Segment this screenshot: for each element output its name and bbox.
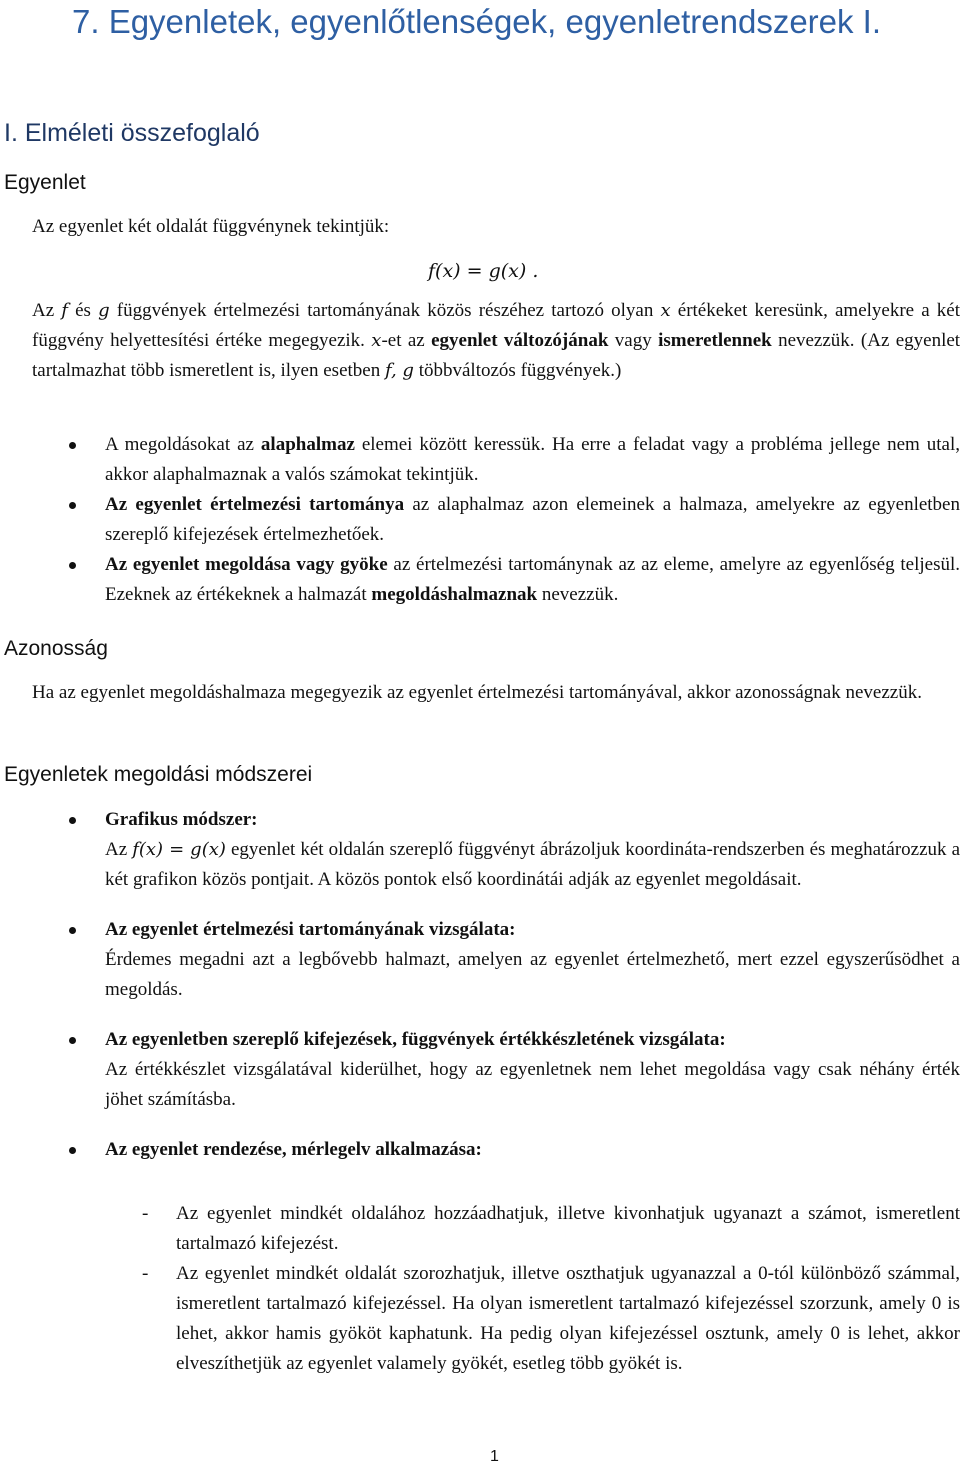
azonossag-text: Ha az egyenlet megoldáshalmaza megegyezik az egyenlet értelmezési tartományával, akkor azonosságnak nevezzük. (32, 682, 922, 703)
bullet-icon (69, 442, 76, 449)
dash-list (142, 1199, 960, 1379)
bullet-icon (69, 1147, 76, 1154)
heading-modszerek: Egyenletek megoldási módszerei (4, 763, 313, 786)
list-item: - Az egyenlet mindkét oldalához hozzáadhatjuk, illetve kivonhatjuk ugyanazt a számot, ismeretlent tartalmazó kifejezést. (176, 1199, 960, 1259)
bullet-icon (69, 562, 76, 569)
bullet-icon (69, 502, 76, 509)
list-item: A megoldásokat az alaphalmaz elemei között keressük. Ha erre a feladat vagy a probléma jellege nem utal, akkor alaphalmaznak a valós számokat tekintjük. (105, 430, 960, 490)
list-item: Az egyenlet rendezése, mérlegelv alkalmazása: (105, 1135, 960, 1165)
heading-azonossag: Azonosság (4, 637, 108, 660)
list-item: Az egyenlet értelmezési tartománya az alaphalmaz azon elemeinek a halmaza, amelyekre az egyenletben szereplő kifejezések értelmezhetőek. (105, 490, 960, 550)
definition-bullets (105, 430, 960, 610)
page-title: 7. Egyenletek, egyenlőtlenségek, egyenletrendszerek I. (72, 3, 882, 40)
section-heading: I. Elméleti összefoglaló (4, 119, 260, 147)
bullet-icon (69, 1037, 76, 1044)
list-item: Az egyenletben szereplő kifejezések, függvények értékkészletének vizsgálata: Az értékkészlet vizsgálatával kiderülhet, hogy az egyenletnek nem lehet megoldása vagy csak néhány érték jöhet számításba. (105, 1025, 960, 1115)
list-item: Az egyenlet megoldása vagy gyöke az értelmezési tartománynak az az eleme, amelyre az egyenlőség teljesül. Ezeknek az értékeknek a halmazát megoldáshalmaznak nevezzük. (105, 550, 960, 610)
page-number: 1 (490, 1448, 499, 1465)
list-item: - Az egyenlet mindkét oldalát szorozhatjuk, illetve oszthatjuk ugyanazzal a 0-tól különböző számmal, ismeretlent tartalmazó kifejezéssel. Ha olyan ismeretlent tartalmazó kifejezéssel szorzunk, amely 0 is lehet, akkor hamis gyököt kaphatunk. Ha pedig olyan kifejezéssel osztunk, amely 0 is lehet, akkor elveszíthetjük az egyenlet valamely gyökét, esetleg több gyökét is. (176, 1259, 960, 1379)
intro-text: Az egyenlet két oldalát függvénynek tekintjük: (32, 216, 390, 237)
bullet-icon (69, 927, 76, 934)
list-item: Az egyenlet értelmezési tartományának vizsgálata: Érdemes megadni azt a legbővebb halmazt, amelyen az egyenlet értelmezhető, mert ezzel egyszerűsödhet a megoldás. (105, 915, 960, 1005)
dash-icon: - (142, 1263, 149, 1284)
definition-paragraph: Az f és g függvények értelmezési tartományának közös részéhez tartozó olyan x értékeket keresünk, amelyekre a két függvény helyettesítési értéke megegyezik. x-et az egyenlet változójának vagy ismeretlennek nevezzük. (Az egyenlet tartalmazhat több ismeretlent is, ilyen esetben f, g többváltozós függvények.) (32, 300, 960, 381)
equation-display: f(x) = g(x) . (428, 260, 539, 282)
dash-icon: - (142, 1203, 149, 1224)
methods-list (105, 805, 960, 1165)
bullet-icon (69, 817, 76, 824)
list-item: Grafikus módszer: Az f(x) = g(x) egyenlet két oldalán szereplő függvényt ábrázoljuk koordináta-rendszerben és meghatározzuk a két grafikon közös pontjait. A közös pontok első koordinátái adják az egyenlet megoldásait. (105, 805, 960, 895)
heading-egyenlet: Egyenlet (4, 171, 86, 194)
